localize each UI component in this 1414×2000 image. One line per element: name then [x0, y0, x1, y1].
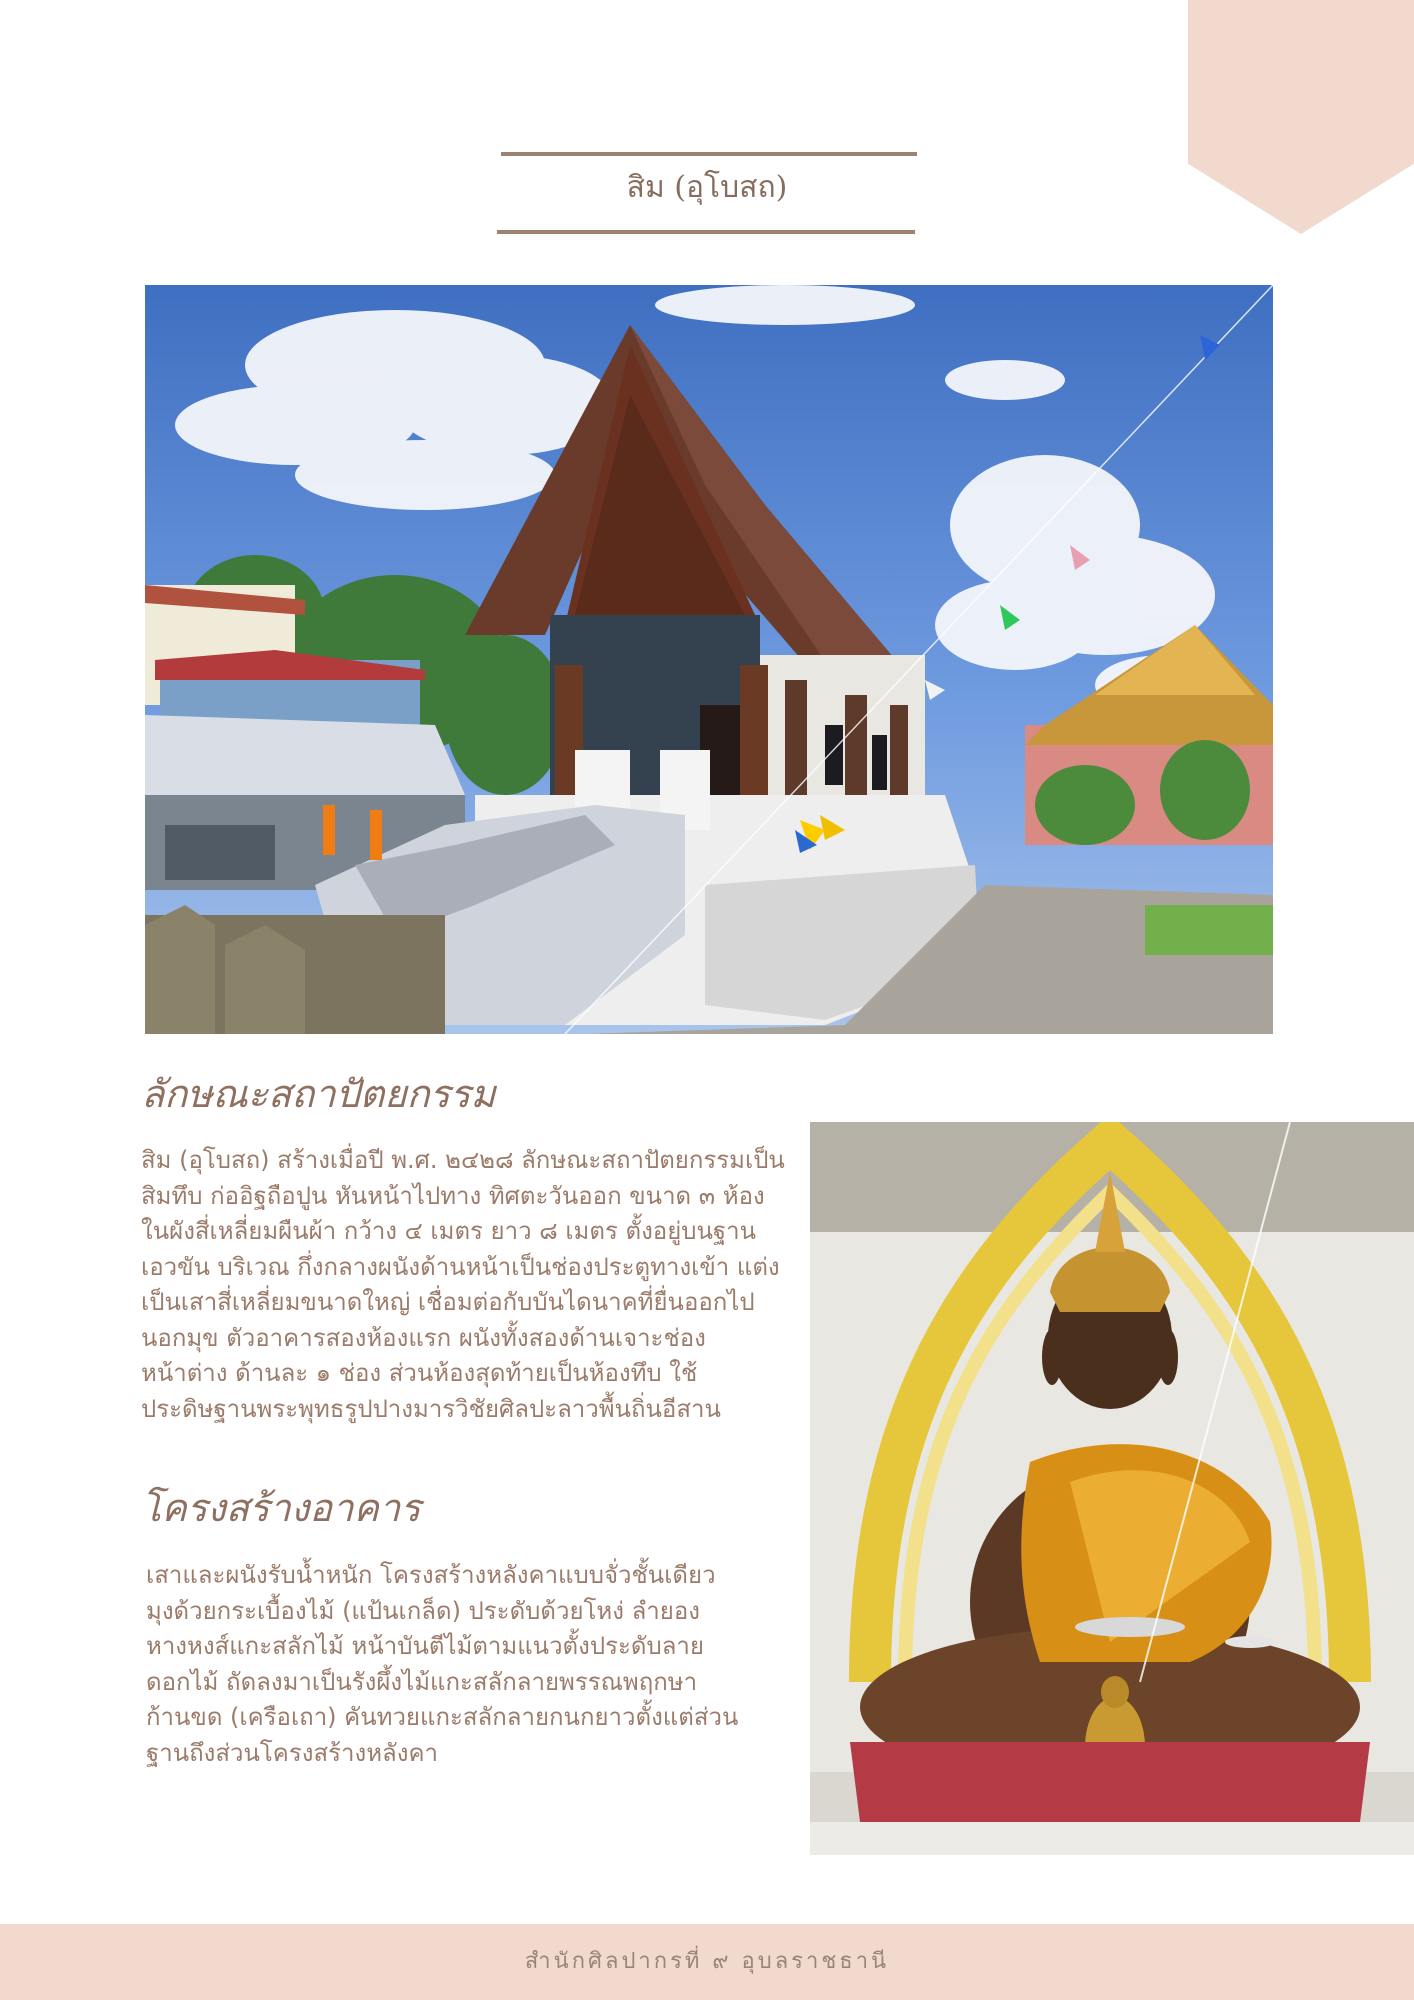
temple-photo [145, 285, 1273, 1034]
page-title: สิม (อุโบสถ) [626, 170, 788, 205]
corner-decoration [1188, 0, 1414, 234]
buddha-statue-photo [810, 1122, 1414, 1855]
section-body-structure: เสาและผนังรับน้ำหนัก โครงสร้างหลังคาแบบจั่วชั้นเดียว มุงด้วยกระเบื้องไม้ (แป้นเกล็ด) ประดับด้วยโหง่ ลำยอง หางหงส์แกะสลักไม้ หน้าบันตีไม้ตามแนวตั้งประดับลายดอกไม้ ถัดลงมาเป็นรังผึ้งไม้แกะสลักลายพรรณพฤกษา ก้านขด (เครือเถา) คันทวยแกะสลักลายกนกยาวตั้งแต่ส่วนฐานถึงส่วนโครงสร้างหลังคา [146, 1561, 739, 1767]
section-heading-structure: โครงสร้างอาคาร [141, 1486, 421, 1530]
section-heading-architecture: ลักษณะสถาปัตยกรรม [141, 1072, 496, 1116]
title-rule-top [501, 152, 917, 156]
footer-text: สำนักศิลปากรที่ ๙ อุบลราชธานี [524, 1949, 890, 1974]
section-body-architecture: สิม (อุโบสถ) สร้างเมื่อปี พ.ศ. ๒๔๒๘ ลักษณะสถาปัตยกรรมเป็นสิมทึบ ก่ออิฐถือปูน หันหน้าไปทาง ทิศตะวันออก ขนาด ๓ ห้อง ในผังสี่เหลี่ยมผืนผ้า กว้าง ๔ เมตร ยาว ๘ เมตร ตั้งอยู่บนฐานเอวขัน บริเวณ กึ่งกลางผนังด้านหน้าเป็นช่องประตูทางเข้า แต่งเป็นเสาสี่เหลี่ยมขนาดใหญ่ เชื่อมต่อกับบันไดนาคที่ยื่นออกไป นอกมุข ตัวอาคารสองห้องแรก ผนังทั้งสองด้านเจาะช่องหน้าต่าง ด้านละ ๑ ช่อง ส่วนห้องสุดท้ายเป็นห้องทึบ ใช้ประดิษฐานพระพุทธรูปปางมารวิชัยศิลปะลาวพื้นถิ่นอีสาน [141, 1146, 785, 1423]
title-rule-bottom [497, 230, 915, 234]
